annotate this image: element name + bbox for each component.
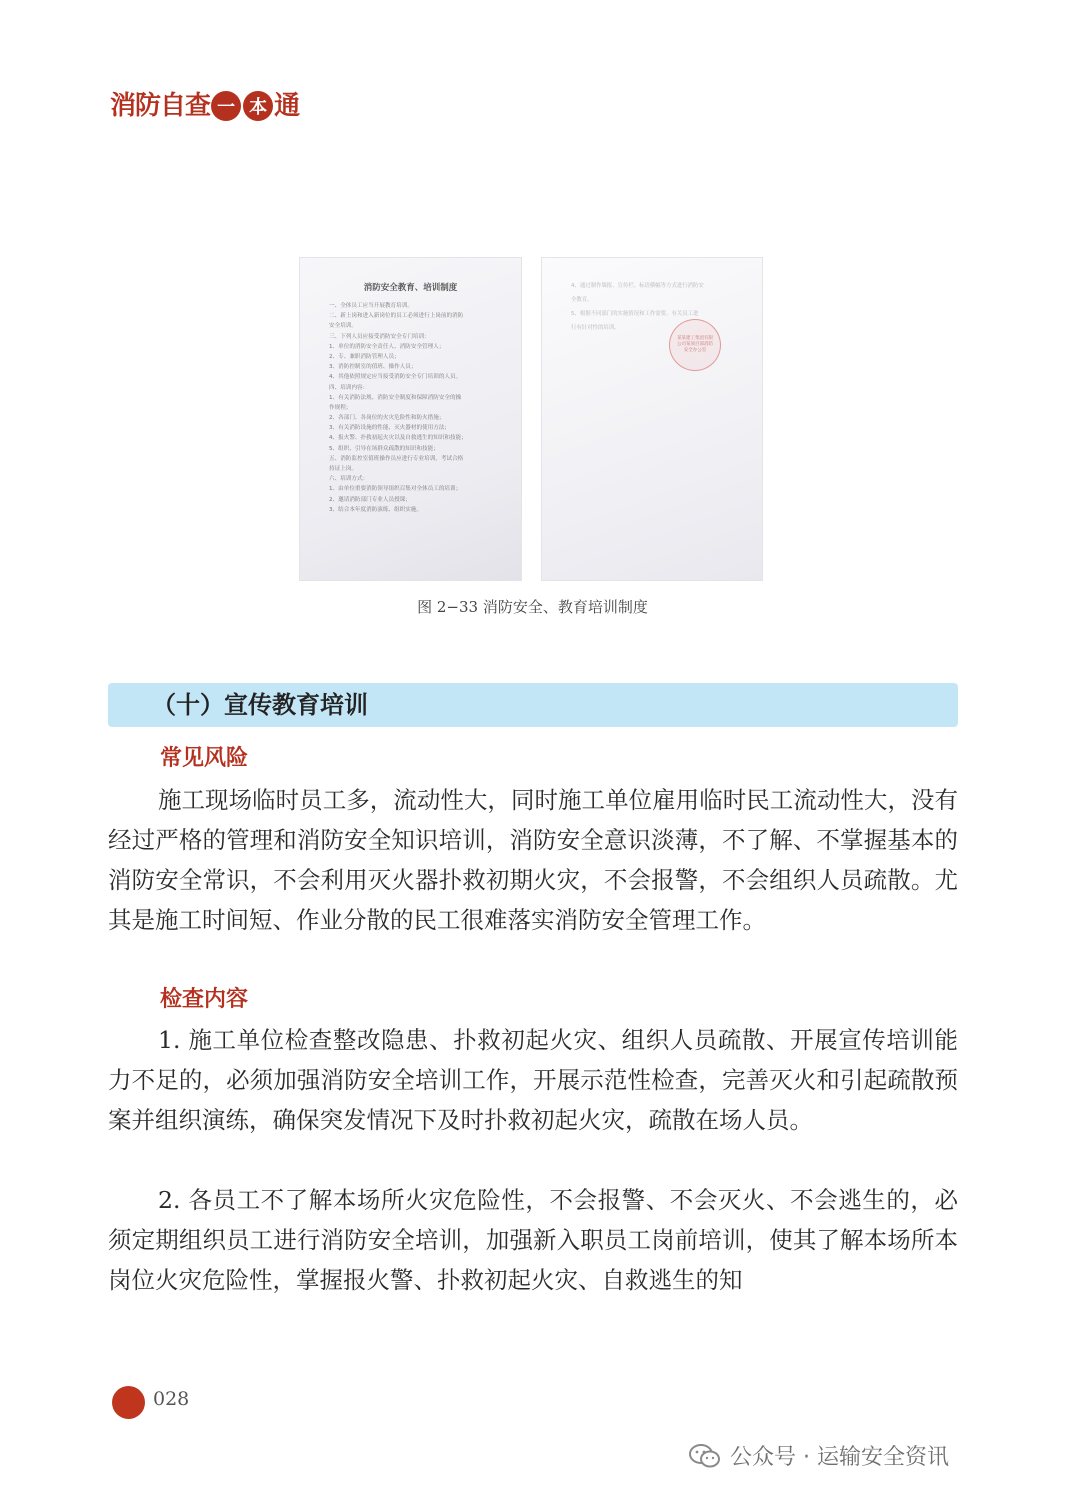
brand-char: 消	[110, 91, 136, 121]
page-number: 028	[153, 1388, 190, 1410]
document-line: 4、其他依照规定应当接受消防安全专门培训的人员。	[329, 374, 462, 381]
brand-char: 查	[185, 91, 211, 121]
brand-char-circled: 一	[211, 91, 241, 121]
check-item-2	[108, 1180, 958, 1300]
seal-text: 某某建工集团有限公司某项目部消防安全办公室	[677, 336, 713, 353]
document-line: 5、组织、引导在场群众疏散的知识和技能；	[329, 445, 439, 452]
subheading-check: 检查内容	[160, 987, 249, 1012]
document-line: 3、消防控制室的值班、操作人员；	[329, 364, 417, 371]
document-photo-left	[299, 257, 522, 581]
section-title: （十）宣传教育培训	[152, 691, 368, 719]
check-item-text: 1. 施工单位检查整改隐患、扑救初起火灾、组织人员疏散、开展宣传培训能力不足的，必须加强消防安全培训工作，开展示范性检查，完善灭火和引起疏散预案并组织演练，确保突发情况下及时扑救初起火灾，疏散在场人员。	[108, 1026, 958, 1134]
brand-char-circled: 本	[243, 91, 273, 121]
official-seal-stamp	[669, 319, 721, 371]
document-line: 3、结合本年度消防演练、组织实施。	[329, 506, 423, 513]
document-line: 4、报火警、扑救初起火灾以及自救逃生的知识和技能；	[329, 435, 467, 442]
brand-char: 防	[135, 91, 161, 121]
document-line: 2、邀请消防部门专业人员授课；	[329, 496, 411, 503]
document-line: 4、通过制作墙报、宣传栏、标语横幅等方式进行消防安	[571, 283, 704, 289]
document-line: 五、消防监控室值班操作员应进行专业培训，考试合格	[329, 455, 464, 462]
document-line: 持证上岗。	[329, 466, 357, 472]
figure-caption: 图 2−33 消防安全、教育培训制度	[417, 598, 648, 616]
document-line: 1、由单位重要消防领导组织召集对全体员工的培训；	[329, 486, 462, 493]
risk-text: 施工现场临时员工多，流动性大，同时施工单位雇用临时民工流动性大，没有经过严格的管理和消防安全知识培训，消防安全意识淡薄，不了解、不掌握基本的消防安全常识，不会利用灭火器扑救初期火灾，不会报警，不会组织人员疏散。尤其是施工时间短、作业分散的民工很难落实消防安全管理工作。	[108, 786, 958, 934]
document-line: 5、根据不同部门的实施情况和工作需要，有关员工进	[571, 311, 699, 317]
document-title: 消防安全教育、培训制度	[363, 283, 458, 293]
document-line: 安全培训。	[329, 323, 357, 330]
subheading-risk: 常见风险	[160, 746, 249, 771]
document-line: 3、有关消防设施的性能、灭火器材的使用方法；	[329, 425, 451, 432]
document-line: 全教育。	[571, 297, 593, 303]
document-line: 2、各部门、各岗位的火灾危险性和防火措施；	[329, 415, 445, 422]
document-line: 1、有关消防法规、消防安全制度和保障消防安全的操	[329, 394, 462, 401]
document-line: 四、培训内容：	[329, 384, 369, 391]
book-title-logo	[110, 86, 299, 126]
document-line: 行有针对性的培训。	[571, 325, 620, 331]
section-heading-bar	[108, 683, 958, 727]
document-line: 三、下列人员应接受消防安全专门培训：	[329, 333, 430, 340]
document-line: 2、专、兼职消防管理人员；	[329, 353, 400, 360]
brand-char: 通	[274, 91, 300, 121]
document-text	[329, 301, 499, 515]
wechat-watermark	[688, 1440, 949, 1471]
document-line: 作规程；	[329, 404, 352, 411]
brand-char: 自	[160, 91, 186, 121]
check-item-text: 2. 各员工不了解本场所火灾危险性，不会报警、不会灭火、不会逃生的，必须定期组织员工进行消防安全培训，加强新入职员工岗前培训，使其了解本场所本岗位火灾危险性，掌握报火警、扑救初起火灾、自救逃生的知	[108, 1186, 958, 1294]
risk-paragraph	[108, 780, 958, 940]
check-item-1	[108, 1020, 958, 1140]
wechat-icon	[688, 1442, 722, 1470]
document-line: 一、全体员工应当开展教育培训。	[329, 303, 413, 309]
document-photo-right	[541, 257, 763, 581]
document-line: 二、新上岗和进入新岗位的员工必须进行上岗前的消防	[329, 313, 464, 320]
document-line: 六、培训方式：	[329, 476, 369, 483]
watermark-text: 公众号 · 运输安全资讯	[730, 1445, 949, 1470]
page-number-dot	[112, 1386, 145, 1419]
document-line: 1、单位的消防安全责任人、消防安全管理人；	[329, 343, 445, 350]
